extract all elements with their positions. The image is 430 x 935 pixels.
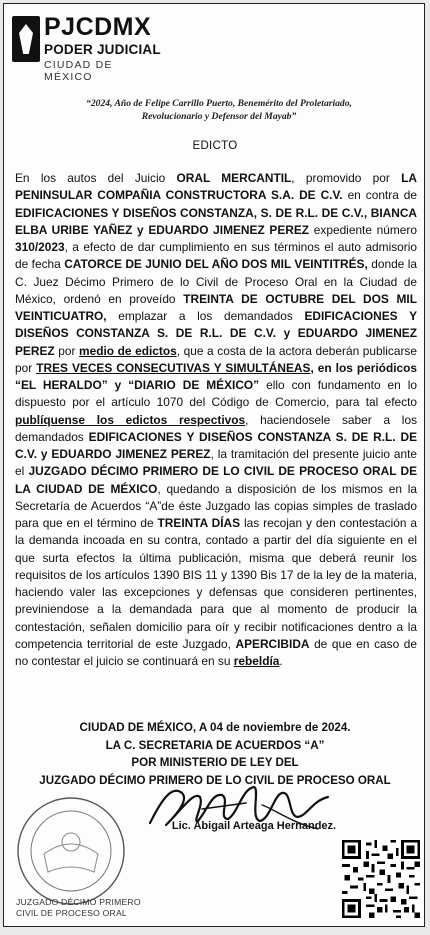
body-text: ello con fundamento en lo dispuesto por el artículo 1070 del Código de Comercio, para tal efecto <box>15 378 417 410</box>
body-bold: EDIFICACIONES Y DISEÑOS CONSTANZA S. DE R.L. DE C.V. y EDUARDO JIMENEZ PEREZ <box>15 429 418 461</box>
body-text: , promovido por <box>291 171 402 185</box>
body-text: expediente número <box>309 222 417 237</box>
body-text: donde la C. Juez Décimo Primero de lo Civil de Proceso Oral en la Ciudad de México, ordenó en proveído <box>15 257 417 306</box>
body-bold: EDIFICACIONES Y DISEÑOS CONSTANZA S. DE R.L. DE C.V. y EDUARDO JIMENEZ PEREZ <box>15 309 417 358</box>
court-seal-icon <box>14 794 129 909</box>
body-underline: TRES VECES CONSECUTIVAS Y SIMULTÁNEAS <box>36 360 311 375</box>
body-bold: , en los periódicos “EL HERALDO” y “DIARIO DE MÉXICO” <box>15 360 417 392</box>
emblem-icon <box>12 16 40 62</box>
body-text: , la tramitación del presente juicio ante el <box>15 447 417 479</box>
body-text: las recojan y den contestación a la demanda incoada en su contra, contado a partir del día siguiente en el que surta efectos la última publicación, misma que deberá reunir los requisitos de los artículos 1390 BIS 11 y 1390 Bis 17 de la ley de la materia, haciendo valer las excepciones y defensas que consideren pertinentes, previniendose a la demandada para que al momento de producir la contestación, señalen domicilio para oír y recibir notificaciones dentro a la competencia territorial de este Juzgado, <box>15 516 417 651</box>
body-text: de que en caso de no contestar el juicio se continuará en su <box>15 636 417 668</box>
body-text: , a efecto de dar cumplimiento en sus términos el auto admisorio de fecha <box>15 240 417 272</box>
edict-page <box>3 3 425 927</box>
logo-subtitle: PODER JUDICIAL <box>44 42 161 57</box>
closing-date: CIUDAD DE MÉXICO, A 04 de noviembre de 2024. <box>79 721 351 734</box>
seal-text <box>16 897 146 919</box>
body-text: , quedando a disposición de los mismos en la Secretaría de Acuerdos “A”de éste Juzgado las copias simples de traslado para que en el término de <box>15 481 417 530</box>
case-number: 310/2023 <box>15 240 65 254</box>
year-motto <box>64 97 374 123</box>
logo-title: PJCDMX <box>44 13 152 41</box>
body-text: , haciendosele saber a los demandados <box>15 412 418 444</box>
body-bold: ORAL MERCANTIL <box>176 171 292 185</box>
body-bold: APERCIBIDA <box>235 636 310 651</box>
body-underline: publíquense los edictos respectivos <box>15 412 246 427</box>
pjcdmx-logo <box>12 13 162 83</box>
body-text: por <box>54 343 80 358</box>
document-heading: EDICTO <box>192 140 238 152</box>
logo-city: CIUDAD DE MÉXICO <box>44 59 113 83</box>
body-bold: TREINTA DÍAS <box>157 516 241 530</box>
seal-line-2: CIVIL DE PROCESO ORAL <box>16 908 127 918</box>
signer-name: Lic. Abigail Arteaga Hernandez. <box>171 820 337 832</box>
body-bold: LA PENINSULAR COMPAÑIA CONSTRUCTORA S.A. DE C.V. <box>15 171 418 203</box>
body-text: . <box>279 654 283 668</box>
body-bold: EDIFICACIONES Y DISEÑOS CONSTANZA, S. DE R.L. DE C.V., BIANCA ELBA URIBE YAÑEZ y EDUARDO JIMENEZ PEREZ <box>15 205 417 237</box>
body-underline: rebeldía <box>233 654 280 668</box>
body-text: emplazar a los demandados <box>106 309 305 323</box>
seal-line-1: JUZGADO DÉCIMO PRIMERO <box>16 897 141 907</box>
body-text: En los autos del Juicio <box>15 171 177 185</box>
body-text: , que a costa de la actora deberán publicarse por <box>15 343 417 375</box>
body-bold: CATORCE DE JUNIO DEL AÑO DOS MIL VEINTITRÉS, <box>64 257 368 272</box>
body-underline: medio de edictos <box>79 343 177 358</box>
motto-line-1: “2024, Año de Felipe Carrillo Puerto, Benemérito del Proletariado, <box>86 98 352 109</box>
body-bold: TREINTA DE OCTUBRE DEL DOS MIL VEINTICUATRO, <box>15 291 417 323</box>
motto-line-2: Revolucionario y Defensor del Mayab” <box>141 111 297 122</box>
qr-code-icon <box>342 840 420 918</box>
closing-court: JUZGADO DÉCIMO PRIMERO DE LO CIVIL DE PROCESO ORAL <box>39 773 391 787</box>
edict-body <box>15 170 417 670</box>
closing-role: LA C. SECRETARIA DE ACUERDOS “A” <box>105 738 325 752</box>
body-text: en contra de <box>342 188 417 203</box>
body-bold: JUZGADO DÉCIMO PRIMERO DE LO CIVIL DE PROCESO ORAL DE LA CIUDAD DE MÉXICO <box>15 464 417 496</box>
closing-ministry: POR MINISTERIO DE LEY DEL <box>131 756 299 769</box>
